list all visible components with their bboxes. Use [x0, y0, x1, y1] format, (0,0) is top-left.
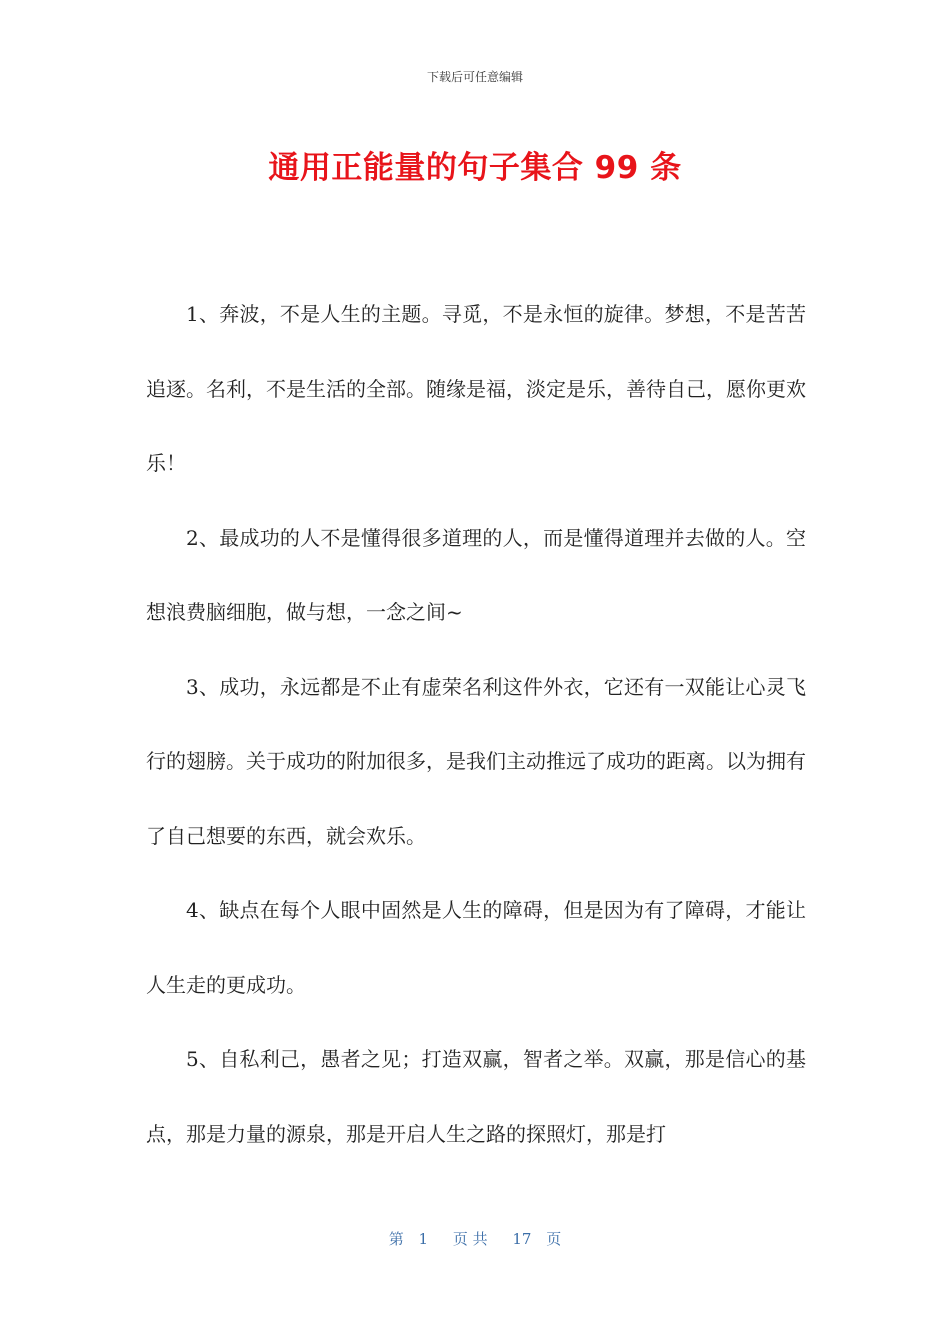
footer-page-mid: 页 共: [452, 1230, 488, 1248]
document-title: 通用正能量的句子集合 99 条: [268, 150, 682, 186]
footer-page-prefix: 第: [388, 1230, 404, 1248]
document-body: [146, 277, 806, 1171]
footer-page-suffix: 页: [546, 1230, 562, 1248]
paragraph-3: 3、成功，永远都是不止有虚荣名利这件外衣，它还有一双能让心灵飞行的翅膀。关于成功的附加很多，是我们主动推远了成功的距离。以为拥有了自己想要的东西，就会欢乐。: [146, 674, 806, 848]
header-note: 下载后可任意编辑: [426, 70, 523, 84]
page-footer: [0, 1228, 950, 1249]
footer-page-current: 1: [418, 1230, 429, 1248]
paragraph-5: 5、自私利己，愚者之见；打造双赢，智者之举。双赢，那是信心的基点，那是力量的源泉，那是开启人生之路的探照灯，那是打: [146, 1047, 806, 1146]
paragraph-2: 2、最成功的人不是懂得很多道理的人，而是懂得道理并去做的人。空想浪费脑细胞，做与想，一念之间~: [146, 525, 806, 624]
page-header: [0, 68, 950, 85]
paragraph-4: 4、缺点在每个人眼中固然是人生的障碍，但是因为有了障碍，才能让人生走的更成功。: [146, 898, 806, 997]
paragraph-1: 1、奔波，不是人生的主题。寻觅，不是永恒的旋律。梦想，不是苦苦追逐。名利，不是生活的全部。随缘是福，淡定是乐，善待自己，愿你更欢乐！: [146, 302, 806, 475]
footer-page-total: 17: [512, 1230, 532, 1248]
